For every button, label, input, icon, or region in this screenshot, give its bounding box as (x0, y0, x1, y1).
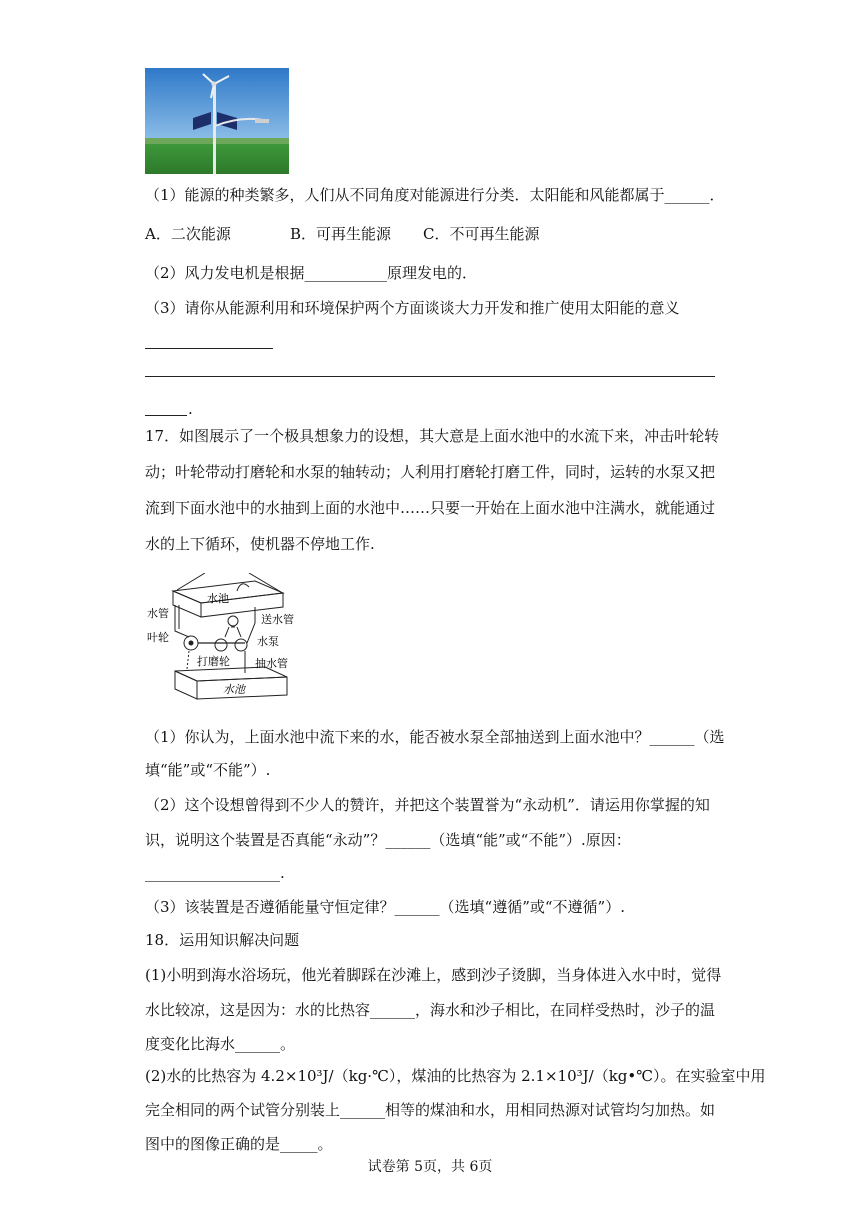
q17-text-line: 动；叶轮带动打磨轮和水泵的轴转动；人利用打磨轮打磨工件，同时，运转的水泵又把 (145, 463, 716, 481)
q17-text-line: 流到下面水池中的水抽到上面的水池中……只要一开始在上面水池中注满水，就能通过 (145, 499, 716, 517)
q16-part1: （1）能源的种类繁多，人们从不同角度对能源进行分类．太阳能和风能都属于______． (145, 186, 725, 204)
q17-part2-line: （2）这个设想曾得到不少人的赞许，并把这个装置誉为“永动机”．请运用你掌握的知 (145, 796, 710, 814)
answer-blank-line (145, 376, 715, 377)
suction-pipe-label: 抽水管 (255, 657, 288, 670)
q17-part1-line: （1）你认为，上面水池中流下来的水，能否被水泵全部抽送到上面水池中？______（选 (145, 728, 725, 746)
q18-text-line: (2)水的比热容为 4.2×10³J/（kg·℃），煤油的比热容为 2.1×10³J/（kg•℃）。在实验室中用 (145, 1067, 766, 1085)
q18-text-line: 水比较凉，这是因为：水的比热容______，海水和沙子相比，在同样受热时，沙子的温 (145, 1001, 716, 1019)
supply-pipe-label: 送水管 (261, 613, 294, 626)
q18-text-line: 度变化比海水______。 (145, 1035, 296, 1053)
answer-blank-line (145, 415, 187, 416)
q16-end-mark: . (188, 400, 193, 418)
impeller-label: 叶轮 (147, 631, 169, 644)
water-pipe-label: 水管 (147, 607, 169, 620)
perpetual-motion-diagram (145, 573, 305, 705)
solar-wind-streetlight-photo (145, 68, 289, 174)
top-pool-label: 水池 (207, 592, 229, 605)
q16-option-a: A．二次能源 (145, 225, 231, 243)
q17-text-line: 水的上下循环，使机器不停地工作. (145, 535, 375, 553)
q17-part2-line: 识，说明这个装置是否真能“永动”？______（选填“能”或“不能”）.原因： (145, 831, 631, 849)
q18-title: 18．运用知识解决问题 (145, 931, 300, 949)
page-footer: 试卷第 5页，共 6页 (367, 1159, 493, 1175)
q16-part2: （2）风力发电机是根据___________原理发电的． (145, 264, 478, 282)
answer-blank-line (145, 348, 273, 349)
q17-part3: （3）该装置是否遵循能量守恒定律？______（选填“遵循”或“不遵循”）. (145, 898, 625, 916)
q16-option-b: B．可再生能源 (290, 225, 392, 243)
q16-part3: （3）请你从能源利用和环境保护两个方面谈谈大力开发和推广使用太阳能的意义 (145, 299, 680, 317)
grinder-label: 打磨轮 (197, 655, 230, 668)
q18-text-line: (1)小明到海水浴场玩，他光着脚踩在沙滩上，感到沙子烫脚，当身体进入水中时，觉得 (145, 966, 722, 984)
q16-options (145, 223, 539, 245)
q18-text-line: 图中的图像正确的是_____。 (145, 1135, 333, 1153)
q17-part1-line: 填“能”或“不能”）. (145, 761, 271, 779)
q16-option-c: C．不可再生能源 (423, 225, 540, 243)
q17-part2-line: __________________. (145, 864, 285, 882)
pump-label: 水泵 (257, 635, 279, 648)
q17-text-line: 17．如图展示了一个极具想象力的设想，其大意是上面水池中的水流下来，冲击叶轮转 (145, 427, 720, 445)
q18-text-line: 完全相同的两个试管分别装上______相等的煤油和水，用相同热源对试管均匀加热。如 (145, 1101, 716, 1119)
bottom-pool-label: 水池 (223, 683, 245, 696)
